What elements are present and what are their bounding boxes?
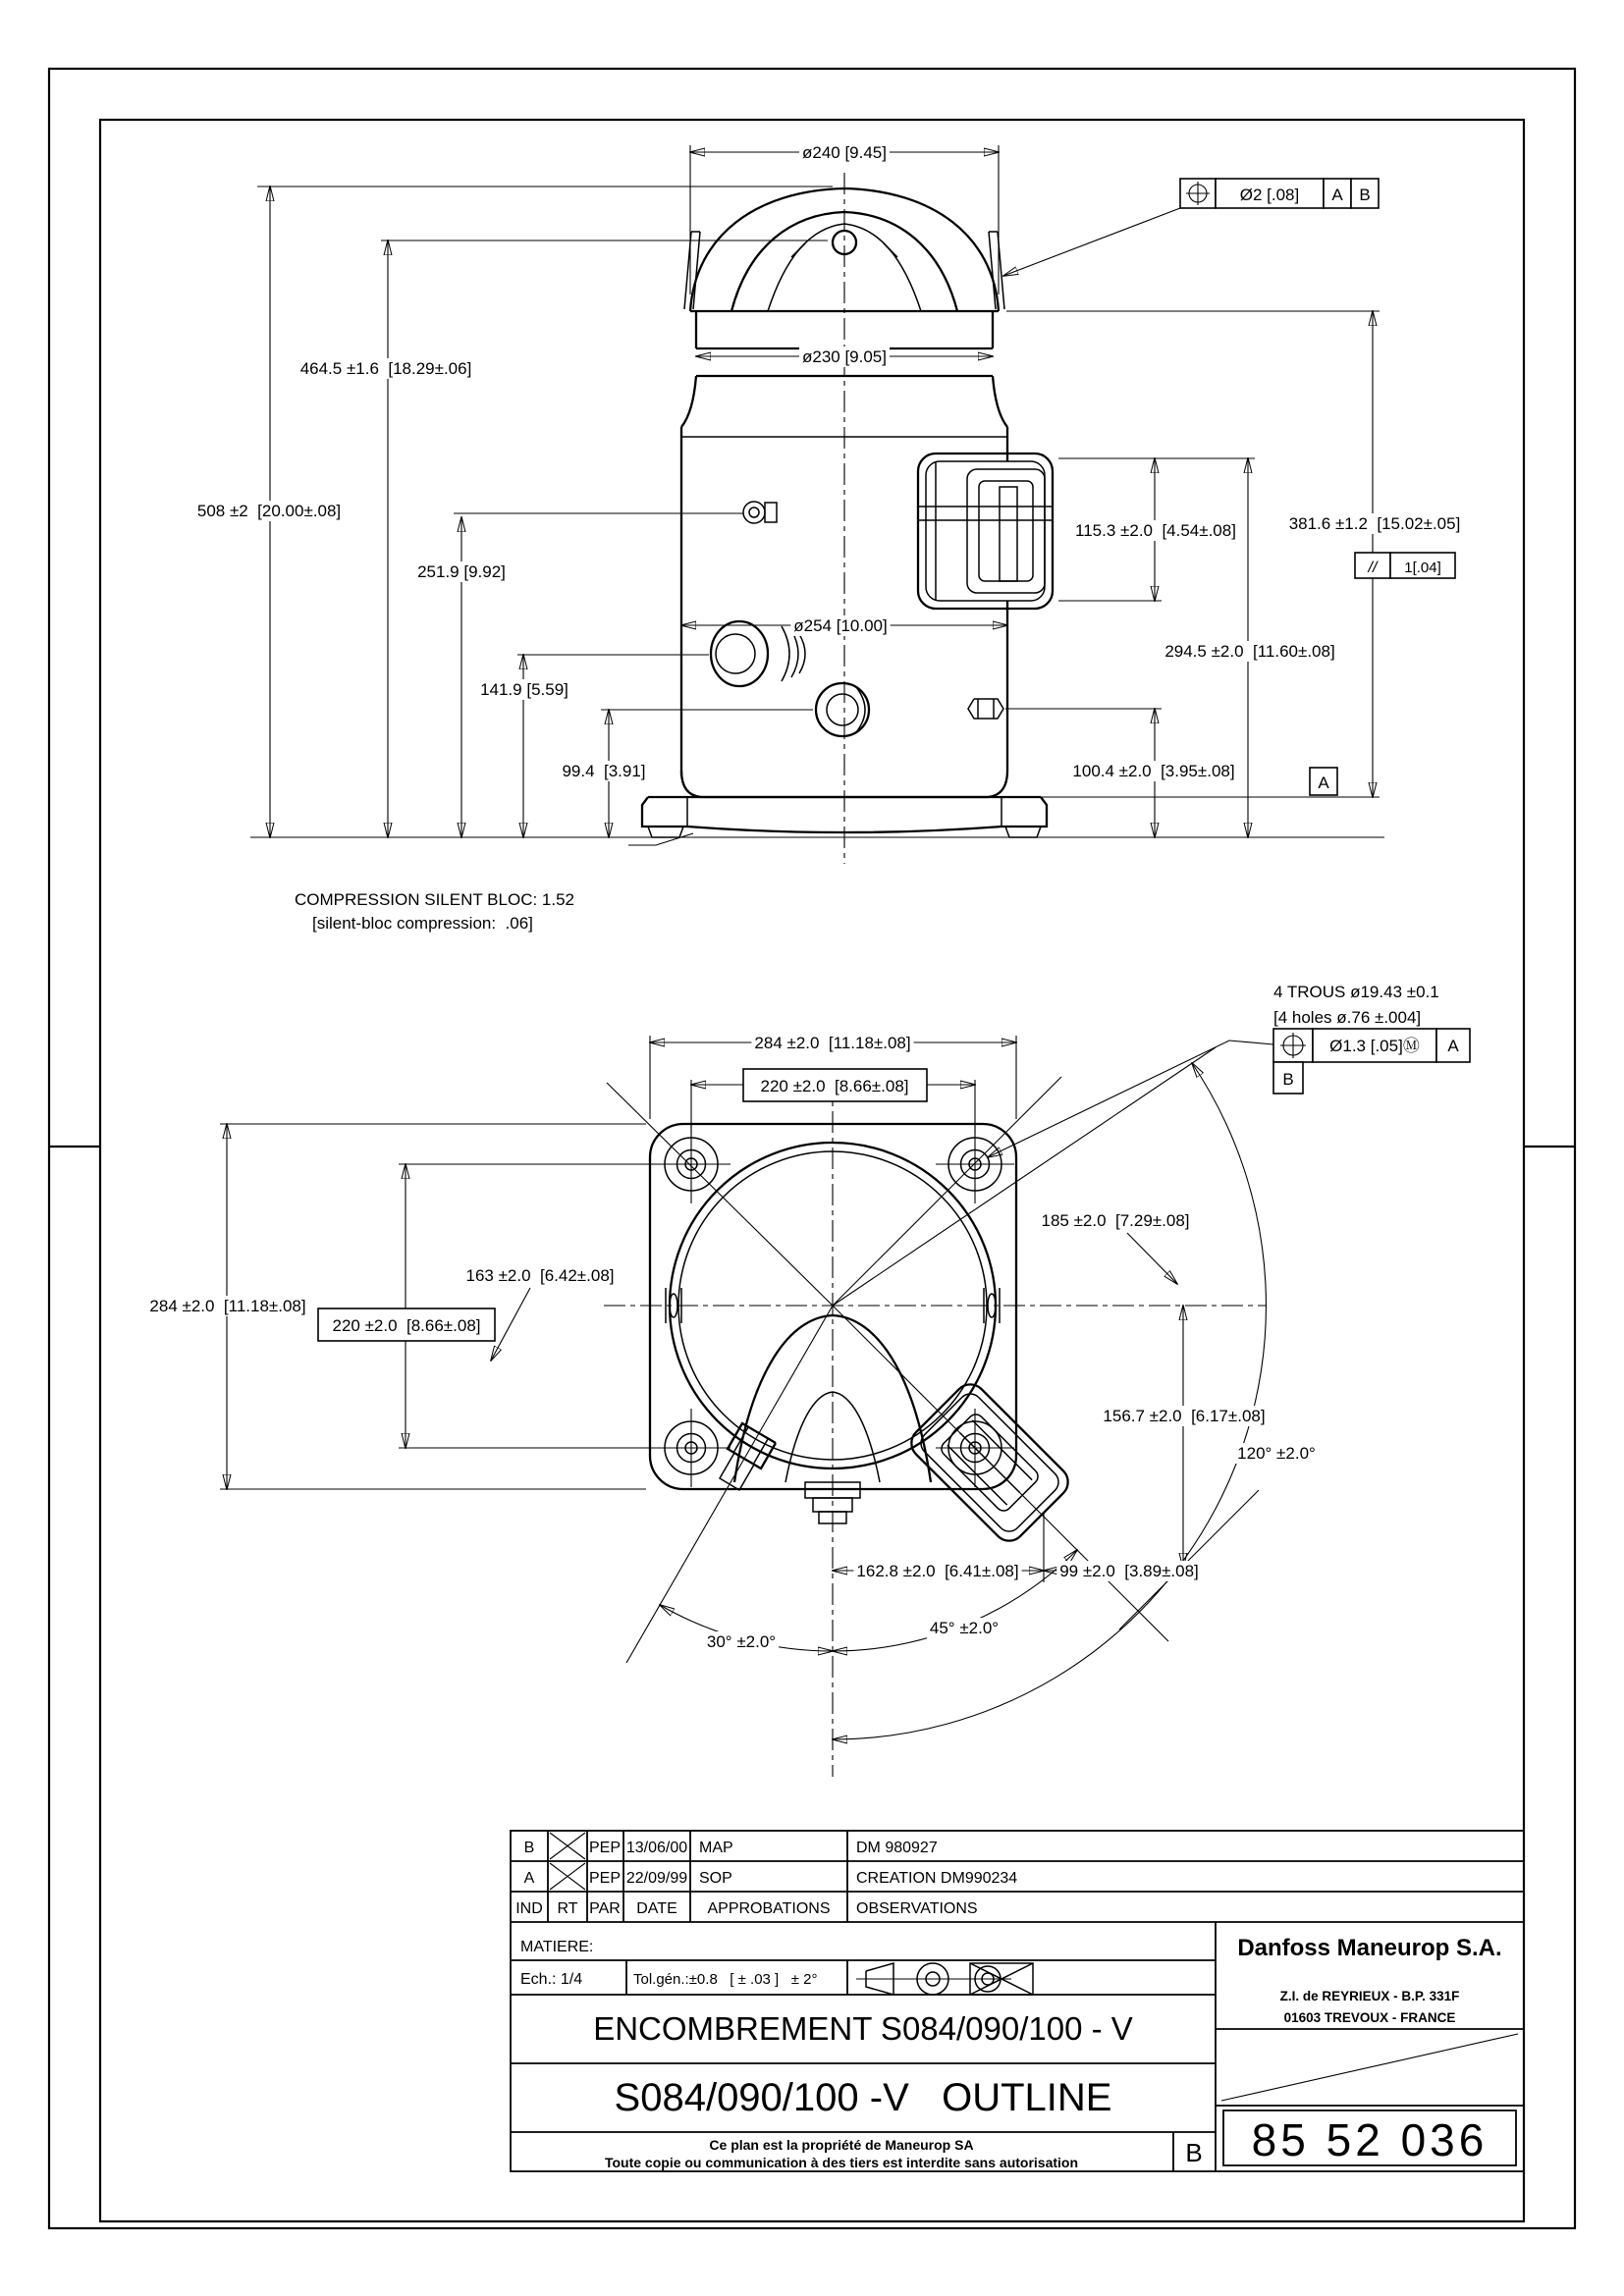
dim-shell-diameter: ø254 [10.00] — [793, 616, 888, 635]
fcf-holes-tolerance: Ø1.3 [.05]Ⓜ — [1329, 1037, 1420, 1055]
header-par: PAR — [589, 1900, 621, 1917]
company-address2: 01603 TREVOUX - FRANCE — [1283, 2010, 1456, 2025]
fcf-parallel-tolerance: 1[.04] — [1404, 560, 1441, 576]
dim-1628: 162.8 ±2.0 [6.41±.08] — [856, 1562, 1019, 1580]
dim-height-2945: 294.5 ±2.0 [11.60±.08] — [1164, 642, 1335, 661]
rev-b-ind: B — [523, 1840, 535, 1856]
fcf-holes-datum2: B — [1282, 1070, 1294, 1089]
fcf-parallel-symbol: // — [1368, 560, 1378, 576]
dim-width-220: 220 ±2.0 [8.66±.08] — [760, 1077, 909, 1095]
dim-height-2519: 251.9 [9.92] — [417, 562, 506, 581]
header-observations: OBSERVATIONS — [856, 1900, 978, 1917]
fcf-top-tolerance: Ø2 [.08] — [1239, 186, 1300, 204]
dim-1567: 156.7 ±2.0 [6.17±.08] — [1103, 1407, 1266, 1425]
rev-b-par: PEP — [588, 1840, 622, 1856]
dim-neck-diameter: ø230 [9.05] — [801, 347, 888, 366]
datum-a-label: A — [1318, 774, 1329, 792]
dim-height-994: 99.4 [3.91] — [562, 762, 646, 780]
drawing-title-fr: ENCOMBREMENT S084/090/100 - V — [593, 2010, 1133, 2047]
dim-height-1153: 115.3 ±2.0 [4.54±.08] — [1075, 521, 1236, 540]
dim-99: 99 ±2.0 [3.89±.08] — [1059, 1562, 1199, 1580]
company-name: Danfoss Maneurop S.A. — [1237, 1935, 1502, 1961]
dim-cap-diameter: ø240 [9.45] — [801, 143, 888, 162]
property-note-line2: Toute copie ou communication à des tiers est interdite sans autorisation — [604, 2155, 1079, 2170]
scale-label: Ech.: 1/4 — [520, 1971, 583, 1988]
rev-b-date: 13/06/00 — [625, 1840, 688, 1856]
dim-height-4645: 464.5 ±1.6 [18.29±.06] — [299, 359, 472, 378]
dim-depth-220: 220 ±2.0 [8.66±.08] — [332, 1316, 481, 1335]
header-rt: RT — [557, 1900, 578, 1917]
dim-185: 185 ±2.0 [7.29±.08] — [1041, 1211, 1190, 1230]
fcf-top-datum2: B — [1359, 186, 1371, 204]
rev-b-approbation: MAP — [699, 1840, 733, 1856]
header-ind: IND — [515, 1900, 543, 1917]
note-silent-bloc-en: [silent-bloc compression: .06] — [312, 914, 533, 933]
rev-a-par: PEP — [588, 1870, 622, 1887]
compressor-side-view — [642, 173, 1053, 864]
dim-height-3816: 381.6 ±1.2 [15.02±.05] — [1288, 514, 1461, 533]
dim-height-1004: 100.4 ±2.0 [3.95±.08] — [1072, 762, 1235, 780]
dim-depth-284: 284 ±2.0 [11.18±.08] — [149, 1297, 306, 1315]
dim-height-508: 508 ±2 [20.00±.08] — [196, 502, 342, 520]
note-4-holes-fr: 4 TROUS ø19.43 ±0.1 — [1273, 983, 1439, 1001]
dim-width-284: 284 ±2.0 [11.18±.08] — [754, 1034, 911, 1052]
note-silent-bloc-fr: COMPRESSION SILENT BLOC: 1.52 — [295, 890, 574, 909]
drawing-title-en: S084/090/100 -V OUTLINE — [614, 2076, 1112, 2119]
fcf-holes-datum1: A — [1447, 1037, 1459, 1055]
dim-height-1419: 141.9 [5.59] — [480, 680, 568, 699]
note-4-holes-en: [4 holes ø.76 ±.004] — [1273, 1008, 1422, 1027]
first-angle-projection-icon — [856, 1963, 1011, 1995]
rev-a-ind: A — [523, 1870, 535, 1887]
drawing-number: 85 52 036 — [1251, 2114, 1489, 2165]
annotation-texts — [146, 142, 1501, 2170]
rev-a-approbation: SOP — [699, 1870, 732, 1887]
rev-b-observation: DM 980927 — [856, 1840, 938, 1856]
matiere-label: MATIERE: — [520, 1939, 594, 1955]
tolerance-label: Tol.gén.:±0.8 [ ± .03 ] ± 2° — [633, 1971, 818, 1988]
header-approbations: APPROBATIONS — [707, 1900, 831, 1917]
header-date: DATE — [636, 1900, 677, 1917]
rev-a-date: 22/09/99 — [625, 1870, 688, 1887]
fcf-top-datum1: A — [1331, 186, 1343, 204]
property-note-line1: Ce plan est la propriété de Maneurop SA — [709, 2137, 974, 2153]
rev-a-observation: CREATION DM990234 — [856, 1870, 1018, 1887]
company-address1: Z.I. de REYRIEUX - B.P. 331F — [1279, 1989, 1460, 2003]
dim-163: 163 ±2.0 [6.42±.08] — [465, 1266, 615, 1285]
dim-angle-45: 45° ±2.0° — [929, 1619, 1000, 1637]
dim-angle-30: 30° ±2.0° — [706, 1632, 777, 1651]
revision-letter: B — [1185, 2138, 1203, 2167]
dim-angle-120: 120° ±2.0° — [1237, 1444, 1316, 1463]
